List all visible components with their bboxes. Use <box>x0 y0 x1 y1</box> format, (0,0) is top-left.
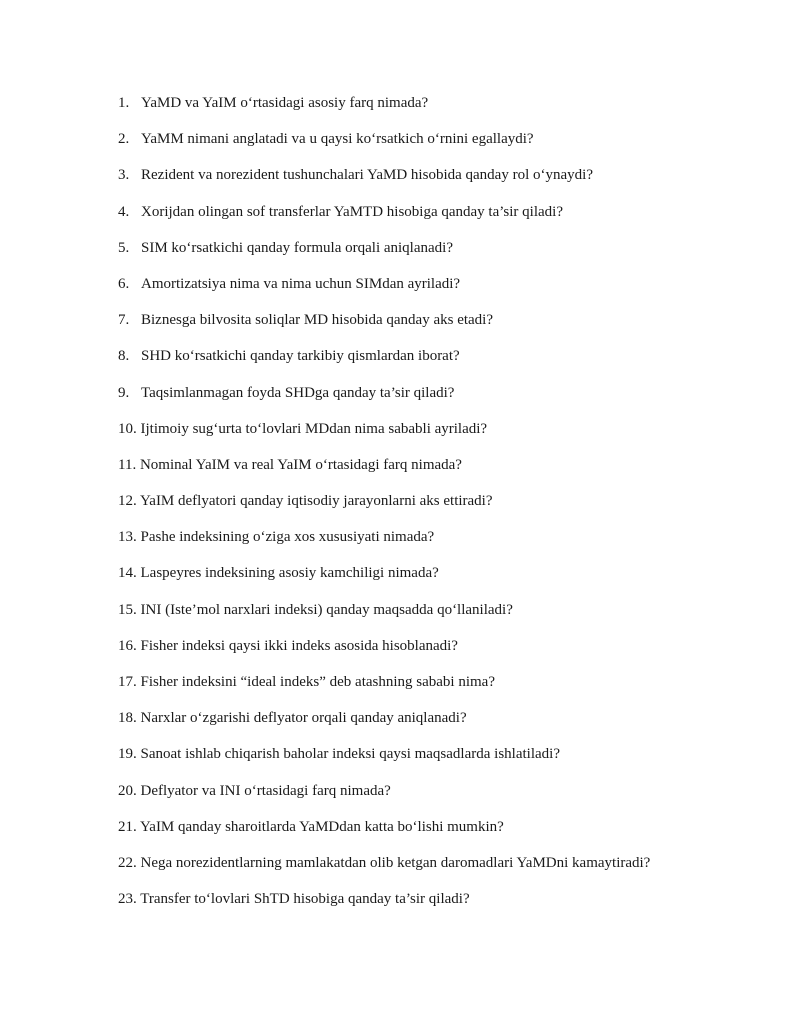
question-text: Xorijdan olingan sof transferlar YaMTD hisobiga qanday ta’sir qiladi? <box>141 203 563 220</box>
question-text: Nominal YaIM va real YaIM o‘rtasidagi farq nimada? <box>139 456 462 473</box>
question-number: 12. <box>118 493 137 510</box>
question-text: Taqsimlanmagan foyda SHDga qanday ta’sir qiladi? <box>141 384 455 401</box>
question-text: YaMM nimani anglatadi va u qaysi ko‘rsatkich o‘rnini egallaydi? <box>141 131 534 148</box>
question-item-15 <box>118 600 758 636</box>
question-item-21 <box>118 817 758 853</box>
question-number: 14. <box>118 565 137 582</box>
question-number: 7. <box>118 312 130 329</box>
question-number: 21. <box>118 818 137 835</box>
question-text: Transfer to‘lovlari ShTD hisobiga qanday ta’sir qiladi? <box>140 891 470 908</box>
question-item-13 <box>118 527 758 563</box>
question-item-4 <box>118 202 758 238</box>
question-text: SIM ko‘rsatkichi qanday formula orqali aniqlanadi? <box>141 239 453 256</box>
question-text: Rezident va norezident tushunchalari YaMD hisobida qanday rol o‘ynaydi? <box>141 167 593 184</box>
question-text: INI (Iste’mol narxlari indeksi) qanday maqsadda qo‘llaniladi? <box>140 601 513 618</box>
question-text: Biznesga bilvosita soliqlar MD hisobida qanday aks etadi? <box>141 312 494 329</box>
question-number: 5. <box>118 239 130 256</box>
question-number: 3. <box>118 167 130 184</box>
question-item-18 <box>118 708 758 744</box>
question-number: 9. <box>118 384 130 401</box>
question-number: 17. <box>118 674 137 690</box>
question-text: Pashe indeksining o‘ziga xos xususiyati nimada? <box>140 529 435 546</box>
question-text: Nega norezidentlarning mamlakatdan olib ketgan daromadlari YaMDni kamaytiradi? <box>140 854 651 871</box>
question-item-9 <box>118 383 758 419</box>
question-item-6 <box>118 274 758 310</box>
question-item-19 <box>118 744 758 780</box>
question-number: 13. <box>118 529 137 546</box>
question-item-22 <box>118 853 758 889</box>
question-number: 15. <box>118 601 137 618</box>
question-number: 10. <box>118 420 137 437</box>
question-number: 11. <box>118 456 137 473</box>
question-number: 20. <box>118 782 137 799</box>
question-text: Amortizatsiya nima va nima uchun SIMdan ayriladi? <box>141 275 461 292</box>
question-item-23 <box>118 889 758 925</box>
question-number: 18. <box>118 710 137 727</box>
question-item-16 <box>118 636 758 672</box>
question-number: 8. <box>118 348 130 365</box>
question-text: Fisher indeksini “ideal indeks” deb atashning sababi nima? <box>140 674 495 690</box>
question-number: 19. <box>118 746 137 763</box>
question-text: Sanoat ishlab chiqarish baholar indeksi qaysi maqsadlarda ishlatiladi? <box>140 746 560 763</box>
question-number: 2. <box>118 131 130 148</box>
question-text: Narxlar o‘zgarishi deflyator orqali qanday aniqlanadi? <box>140 710 467 727</box>
question-item-14 <box>118 563 758 599</box>
question-item-20 <box>118 781 758 817</box>
question-number: 23. <box>118 891 137 908</box>
question-item-8 <box>118 346 758 382</box>
question-item-12 <box>118 491 758 527</box>
question-item-11 <box>118 455 758 491</box>
question-number: 22. <box>118 854 137 871</box>
question-item-10 <box>118 419 758 455</box>
question-text: Fisher indeksi qaysi ikki indeks asosida hisoblanadi? <box>140 637 458 654</box>
question-text: Deflyator va INI o‘rtasidagi farq nimada? <box>140 782 391 799</box>
question-text: Ijtimoiy sug‘urta to‘lovlari MDdan nima sababli ayriladi? <box>140 420 488 437</box>
question-number: 4. <box>118 203 130 220</box>
question-text: Laspeyres indeksining asosiy kamchiligi nimada? <box>140 565 439 582</box>
question-number: 16. <box>118 637 137 654</box>
question-item-17 <box>118 672 758 708</box>
question-item-2 <box>118 129 758 165</box>
question-item-1 <box>118 93 758 129</box>
question-text: SHD ko‘rsatkichi qanday tarkibiy qismlardan iborat? <box>141 348 460 365</box>
question-text: YaIM qanday sharoitlarda YaMDdan katta bo‘lishi mumkin? <box>139 818 504 835</box>
question-item-3 <box>118 165 758 201</box>
question-list <box>118 93 758 925</box>
question-item-5 <box>118 238 758 274</box>
question-number: 1. <box>118 95 130 111</box>
question-text: YaMD va YaIM o‘rtasidagi asosiy farq nimada? <box>141 95 429 111</box>
question-text: YaIM deflyatori qanday iqtisodiy jarayonlarni aks ettiradi? <box>139 493 493 510</box>
question-item-7 <box>118 310 758 346</box>
question-number: 6. <box>118 275 130 292</box>
